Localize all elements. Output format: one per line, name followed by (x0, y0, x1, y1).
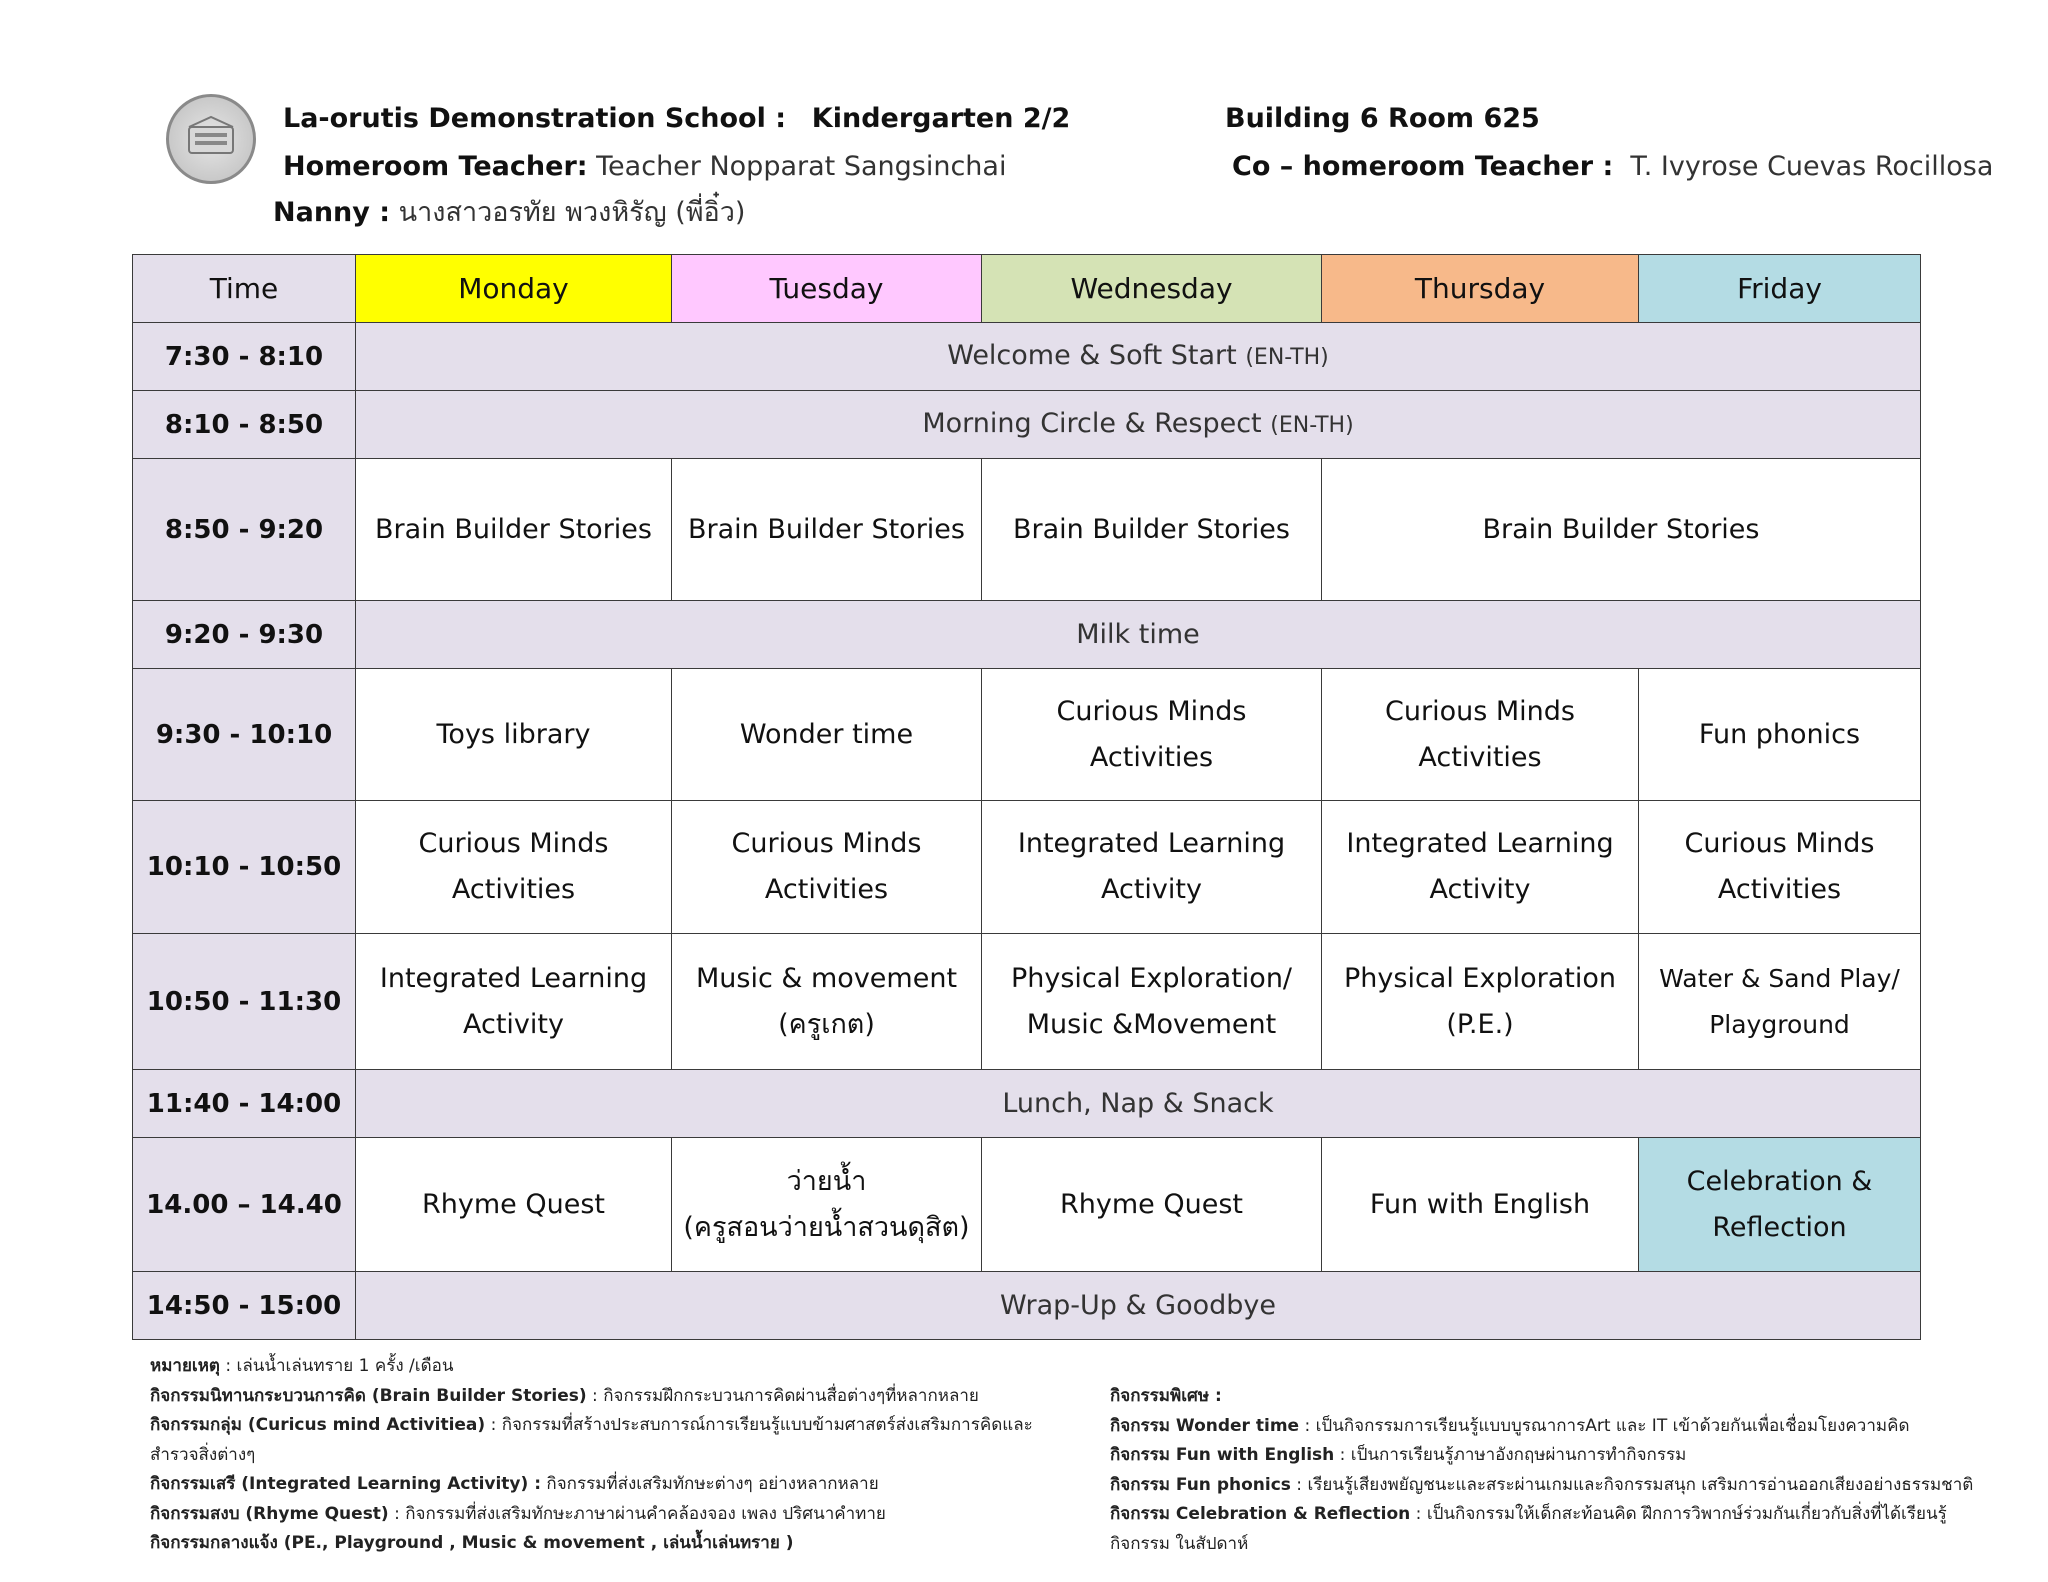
header-row (133, 255, 1921, 323)
time-slot: 11:40 - 14:00 (133, 1070, 356, 1138)
activity-line-2: Activities (1418, 741, 1542, 773)
note-label: กิจกรรมกลางแจ้ง (PE., Playground , Music & movement , เล่นน้ำเล่นทราย ) (150, 1533, 794, 1553)
note-line (150, 1352, 1040, 1382)
thursday-activity (1322, 934, 1639, 1070)
note-label: กิจกรรม Fun phonics (1110, 1474, 1291, 1495)
thursday-activity (1322, 801, 1639, 934)
homeroom-label: Homeroom Teacher: (283, 151, 588, 182)
activity-line-2: Playground (1709, 1009, 1850, 1039)
monday-activity: Brain Builder Stories (356, 459, 672, 601)
nanny-name: นางสาวอรทัย พวงหิรัญ (พี่อิ๋ว) (398, 197, 746, 228)
activity-line-1: Curious Minds (1056, 695, 1247, 727)
note-line (150, 1529, 1040, 1559)
note-text: : กิจกรรมที่สร้างประสบการณ์การเรียนรู้แบบข้ามศาสตร์ส่งเสริมการคิดและสำรวจสิ่งต่างๆ (150, 1415, 1033, 1465)
language-tag: (EN-TH) (1245, 344, 1329, 370)
language-tag: (EN-TH) (1270, 412, 1354, 438)
note-line (1110, 1412, 1990, 1442)
activity-line-2: (ครูเกต) (778, 1008, 875, 1040)
note-line (1110, 1471, 1990, 1501)
activity-line-2: Activity (463, 1008, 564, 1040)
activity-line-1: Celebration & (1686, 1165, 1873, 1197)
time-slot: 14.00 – 14.40 (133, 1138, 356, 1272)
friday-activity (1639, 801, 1921, 934)
time-slot: 8:10 - 8:50 (133, 391, 356, 459)
activity-line-2: Activities (1717, 874, 1842, 905)
activity-line-1: Water & Sand Play/ (1659, 963, 1900, 993)
activity-line-2: Music &Movement (1026, 1008, 1277, 1040)
tuesday-activity: Wonder time (672, 669, 982, 801)
column-header-monday: Monday (356, 255, 672, 323)
monday-activity: Toys library (356, 669, 672, 801)
homeroom-teacher-line (283, 150, 1006, 184)
activity-line-2: Reflection (1712, 1211, 1847, 1243)
tuesday-activity (672, 801, 982, 934)
schedule-row (133, 391, 1921, 459)
note-line (1110, 1500, 1990, 1559)
note-label: กิจกรรมพิเศษ : (1110, 1386, 1222, 1406)
time-slot: 9:20 - 9:30 (133, 601, 356, 669)
note-line (150, 1382, 1040, 1412)
building-room-text: Building 6 Room 625 (1225, 103, 1540, 134)
activity-line-2: Activities (451, 874, 576, 905)
wednesday-activity: Brain Builder Stories (982, 459, 1322, 601)
schedule-row (133, 801, 1921, 934)
schedule-row (133, 669, 1921, 801)
all-days-activity: Wrap-Up & Goodbye (356, 1272, 1921, 1340)
all-days-activity (356, 391, 1921, 459)
school-name: La-orutis Demonstration School : (283, 103, 787, 134)
time-slot: 9:30 - 10:10 (133, 669, 356, 801)
column-header-tuesday: Tuesday (672, 255, 982, 323)
tuesday-activity: Brain Builder Stories (672, 459, 982, 601)
activity-label: Morning Circle & Respect (922, 407, 1262, 439)
time-slot: 10:50 - 11:30 (133, 934, 356, 1070)
note-label: กิจกรรมกลุ่ม (Curicus mind Activitiea) (150, 1415, 486, 1435)
note-text: : เป็นกิจกรรมการเรียนรู้แบบบูรณาการArt และ IT เข้าด้วยกันเพื่อเชื่อมโยงความคิด (1299, 1415, 1910, 1436)
monday-activity (356, 934, 672, 1070)
note-line (1110, 1441, 1990, 1471)
schedule-row (133, 323, 1921, 391)
column-header-time: Time (133, 255, 356, 323)
schedule-row (133, 934, 1921, 1070)
activity-line-2: Activities (1089, 741, 1214, 773)
notes-right (1110, 1382, 1990, 1559)
homeroom-name: Teacher Nopparat Sangsinchai (596, 151, 1007, 182)
activity-line-1: Integrated Learning (1017, 828, 1286, 859)
note-text: : กิจกรรมที่ส่งเสริมทักษะภาษาผ่านคำคล้องจอง เพลง ปริศนาคำทาย (388, 1503, 886, 1524)
note-line (150, 1500, 1040, 1530)
all-days-activity (356, 323, 1921, 391)
schedule-row (133, 1272, 1921, 1340)
time-slot: 8:50 - 9:20 (133, 459, 356, 601)
activity-line-1: Curious Minds (418, 828, 609, 859)
activity-line-1: Physical Exploration/ (1010, 962, 1293, 994)
activity-line-1: Curious Minds (1684, 828, 1875, 859)
school-logo (166, 94, 256, 184)
schedule-row (133, 1138, 1921, 1272)
note-text: : เป็นการเรียนรู้ภาษาอังกฤษผ่านการทำกิจกรรม (1334, 1445, 1687, 1465)
activity-line-2: Activities (764, 874, 889, 905)
co-homeroom-name: T. Ivyrose Cuevas Rocillosa (1630, 151, 1994, 182)
note-text: : เรียนรู้เสียงพยัญชนะและสระผ่านเกมและกิจกรรมสนุก เสริมการอ่านออกเสียงอย่างธรรมชาติ (1290, 1474, 1974, 1495)
nanny-line (273, 196, 745, 230)
wednesday-activity (982, 801, 1322, 934)
friday-activity (1639, 934, 1921, 1070)
activity-line-1: Curious Minds (731, 828, 922, 859)
thursday-activity: Fun with English (1322, 1138, 1639, 1272)
school-emblem-icon (181, 109, 241, 169)
special-activities-title (1110, 1382, 1990, 1412)
note-text: : กิจกรรมฝึกกระบวนการคิดผ่านสื่อต่างๆที่หลากหลาย (586, 1385, 979, 1406)
friday-activity: Fun phonics (1639, 669, 1921, 801)
schedule-table (132, 254, 1921, 1340)
activity-line-2: (ครูสอนว่ายน้ำสวนดุสิต) (683, 1211, 970, 1243)
nanny-label: Nanny : (273, 197, 391, 228)
note-label: กิจกรรมนิทานกระบวนการคิด (Brain Builder Stories) (150, 1385, 587, 1406)
note-label: หมายเหตุ (150, 1356, 220, 1376)
note-line (150, 1470, 1040, 1500)
activity-line-1: Music & movement (695, 962, 958, 994)
thursday-activity (1322, 669, 1639, 801)
note-label: กิจกรรม Wonder time (1110, 1415, 1300, 1436)
wednesday-activity (982, 669, 1322, 801)
activity-line-1: ว่ายน้ำ (786, 1165, 867, 1197)
all-days-activity: Lunch, Nap & Snack (356, 1070, 1921, 1138)
note-text: กิจกรรมที่ส่งเสริมทักษะต่างๆ อย่างหลากหลาย (541, 1474, 879, 1494)
school-name-line (283, 102, 1070, 136)
activity-label: Welcome & Soft Start (947, 339, 1237, 371)
column-header-friday: Friday (1639, 255, 1921, 323)
co-homeroom-teacher-line (1232, 150, 1993, 184)
activity-line-2: (P.E.) (1446, 1008, 1514, 1040)
co-homeroom-label: Co – homeroom Teacher : (1232, 151, 1614, 182)
wednesday-activity: Rhyme Quest (982, 1138, 1322, 1272)
activity-line-1: Integrated Learning (379, 962, 648, 994)
column-header-thursday: Thursday (1322, 255, 1639, 323)
wednesday-activity (982, 934, 1322, 1070)
column-header-wednesday: Wednesday (982, 255, 1322, 323)
note-text: : เป็นกิจกรรมให้เด็กสะท้อนคิด ฝึกการวิพากษ์ร่วมกันเกี่ยวกับสิ่งที่ได้เรียนรู้กิจกรรม ในสัปดาห์ (1110, 1504, 1947, 1554)
activity-line-1: Physical Exploration (1344, 962, 1616, 994)
note-text: : เล่นน้ำเล่นทราย 1 ครั้ง /เดือน (219, 1356, 454, 1376)
schedule-row (133, 1070, 1921, 1138)
friday-activity (1639, 1138, 1921, 1272)
notes-left (150, 1352, 1040, 1559)
note-label: กิจกรรมเสรี (Integrated Learning Activity) : (150, 1474, 541, 1494)
note-label: กิจกรรม Celebration & Reflection (1110, 1504, 1411, 1524)
activity-line-1: Integrated Learning (1346, 828, 1614, 859)
activity-line-2: Activity (1429, 874, 1531, 905)
note-label: กิจกรรม Fun with English (1110, 1445, 1335, 1465)
time-slot: 7:30 - 8:10 (133, 323, 356, 391)
thursday-friday-activity: Brain Builder Stories (1322, 459, 1921, 601)
tuesday-activity (672, 934, 982, 1070)
note-label: กิจกรรมสงบ (Rhyme Quest) (150, 1503, 389, 1524)
time-slot: 10:10 - 10:50 (133, 801, 356, 934)
class-name: Kindergarten 2/2 (811, 103, 1071, 134)
all-days-activity: Milk time (356, 601, 1921, 669)
schedule-row (133, 601, 1921, 669)
activity-line-2: Activity (1101, 874, 1202, 905)
time-slot: 14:50 - 15:00 (133, 1272, 356, 1340)
schedule-row (133, 459, 1921, 601)
building-room (1225, 102, 1540, 136)
tuesday-activity (672, 1138, 982, 1272)
monday-activity (356, 801, 672, 934)
monday-activity: Rhyme Quest (356, 1138, 672, 1272)
note-line (150, 1411, 1040, 1470)
activity-line-1: Curious Minds (1385, 695, 1575, 727)
